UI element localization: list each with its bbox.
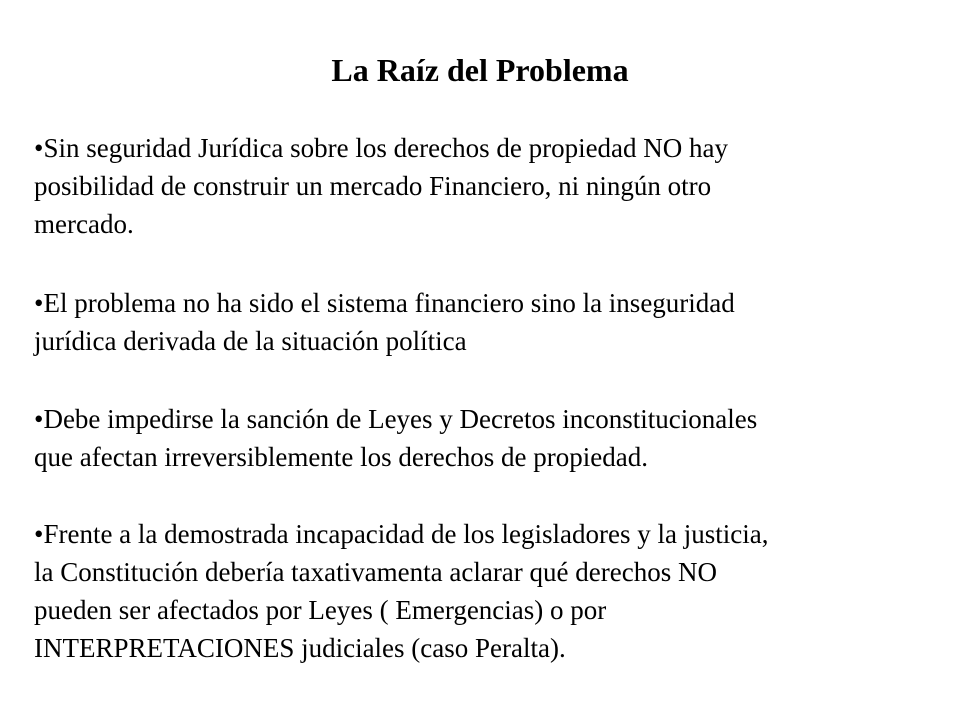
bullet-line: INTERPRETACIONES judiciales (caso Peralta). (34, 633, 566, 663)
bullet-line: •El problema no ha sido el sistema financiero sino la inseguridad (34, 288, 735, 318)
bullet-constitucion (34, 515, 934, 667)
bullet-line: posibilidad de construir un mercado Financiero, ni ningún otro (34, 171, 712, 201)
bullet-seguridad-juridica (34, 129, 934, 243)
bullet-leyes-decretos (34, 400, 934, 476)
bullet-line: mercado. (34, 209, 134, 239)
slide-title: La Raíz del Problema (331, 52, 629, 88)
bullet-line: la Constitución debería taxativamenta aclarar qué derechos NO (34, 557, 717, 587)
bullet-line: •Debe impedirse la sanción de Leyes y Decretos inconstitucionales (34, 404, 758, 434)
bullet-problema (34, 284, 934, 360)
bullet-line: jurídica derivada de la situación política (34, 326, 467, 356)
bullet-line: que afectan irreversiblemente los derechos de propiedad. (34, 442, 648, 472)
bullet-line: pueden ser afectados por Leyes ( Emergencias) o por (34, 595, 607, 625)
bullet-line: •Frente a la demostrada incapacidad de los legisladores y la justicia, (34, 519, 769, 549)
bullet-line: •Sin seguridad Jurídica sobre los derechos de propiedad NO hay (34, 133, 729, 163)
